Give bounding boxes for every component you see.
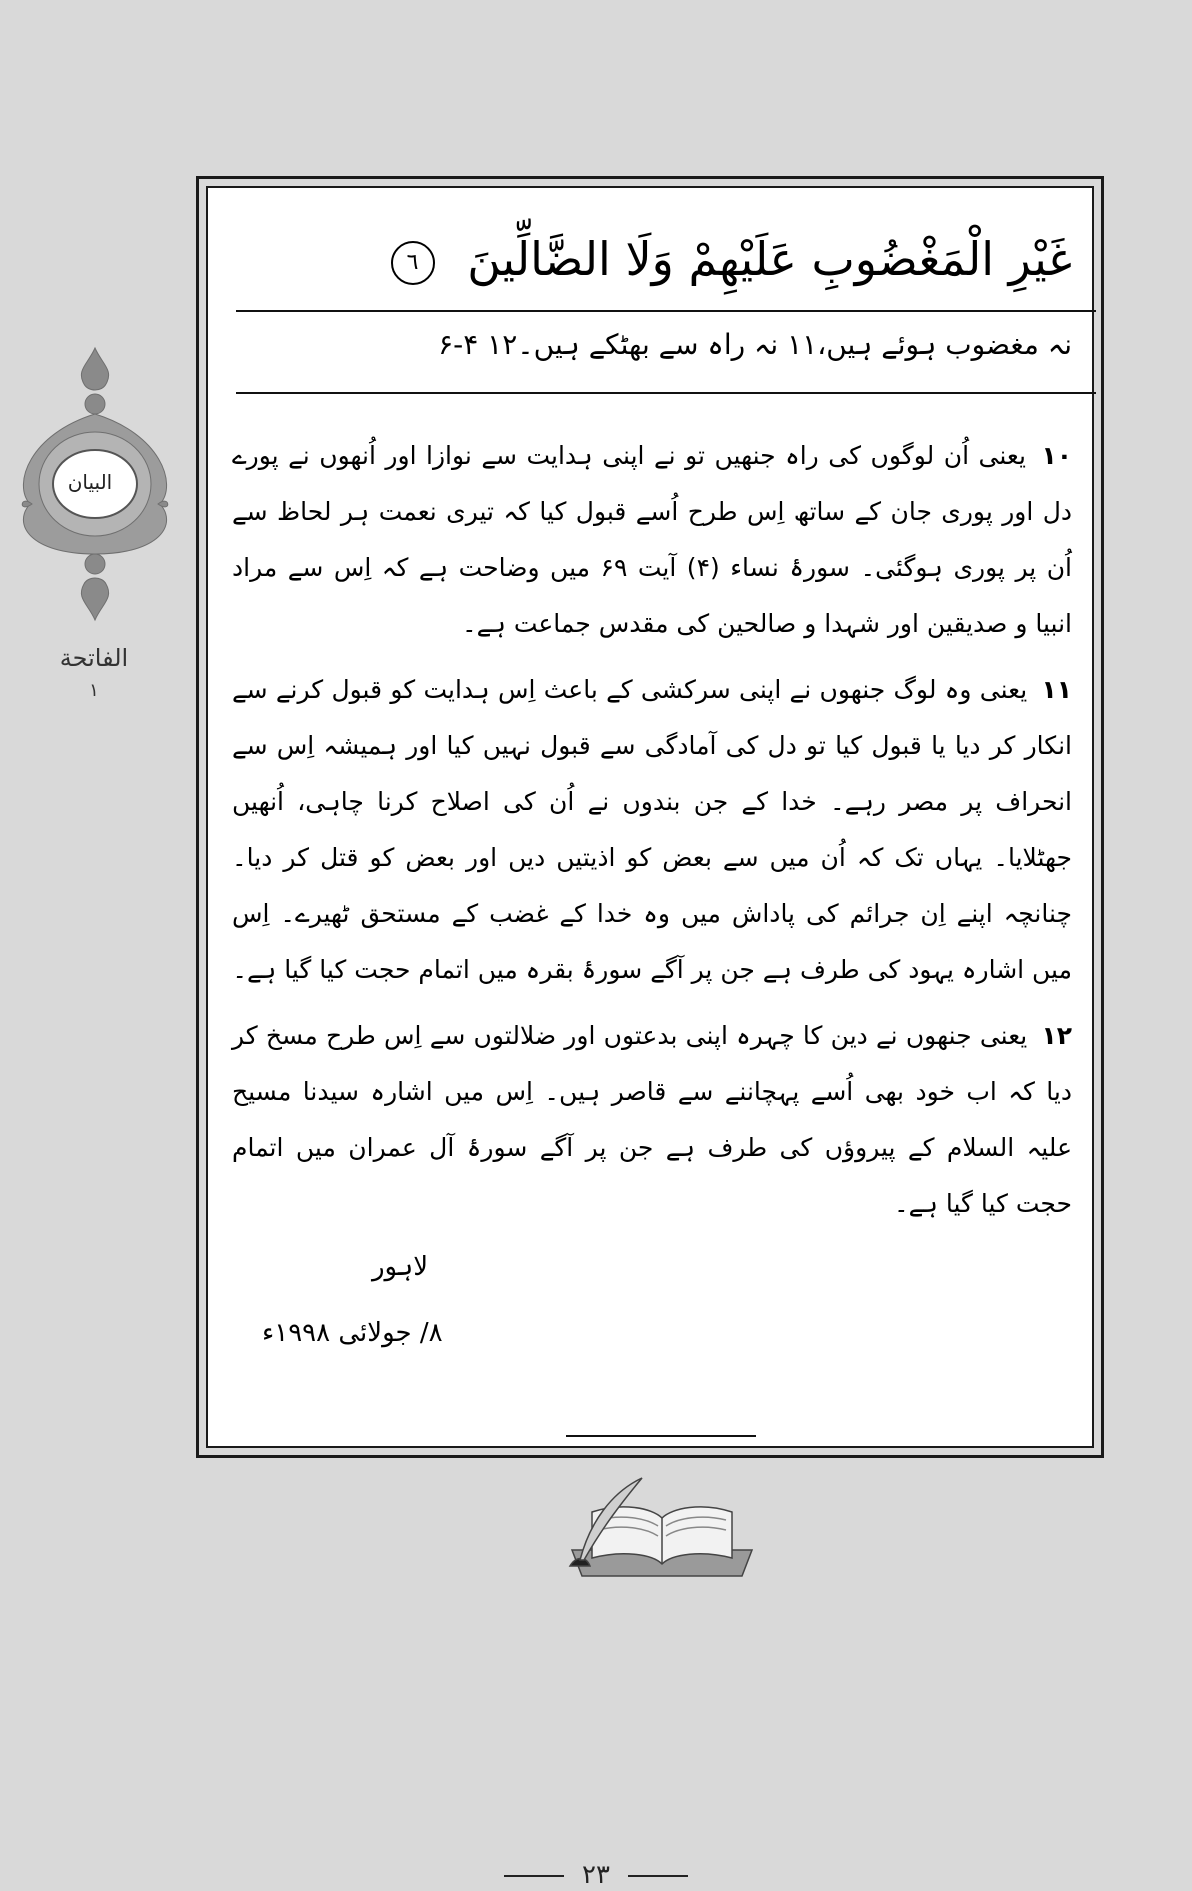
note-text: یعنی اُن لوگوں کی راہ جنھیں تو نے اپنی ہدایت سے نوازا اور اُنھوں نے پورے دل اور پوری جان کے ساتھ اِس طرح اُسے قبول کیا کہ تیری نعمت ہر لحاظ سے اُن پر پوری ہوگئی۔ سورۂ نساء (۴) آیت ۶۹ میں وضاحت ہے کہ اِس سے مراد انبیا و صدیقین اور شہدا و صالحین کی مقدس جماعت ہے۔ (232, 441, 1073, 638)
section-end-rule (566, 1435, 756, 1437)
page-number: ۲۳ (582, 1860, 610, 1890)
translation: نہ مغضوب ہوئے ہیں،۱۱ نہ راہ سے بھٹکے ہیں۔۱۲ ۴-۶ (438, 328, 1072, 361)
open-book-quill-icon (562, 1472, 762, 1592)
note-number: ۱۰ (1041, 441, 1072, 470)
bottom-rule (236, 392, 1096, 394)
note-text: یعنی جنھوں نے دین کا چہرہ اپنی بدعتوں اور ضلالتوں سے اِس طرح مسخ کر دیا کہ اب خود بھی اُسے پہچاننے سے قاصر ہیں۔ اِس میں اشارہ سیدنا مسیح علیہ السلام کے پیروؤں کی طرف ہے جن پر آگے سورۂ آل عمران میں اتمام حجت کیا گیا ہے۔ (232, 1021, 1072, 1218)
surah-name: الفاتحة (59, 644, 129, 672)
note-number: ۱۲ (1041, 1021, 1072, 1050)
top-rule (236, 310, 1096, 312)
note-text: یعنی وہ لوگ جنھوں نے اپنی سرکشی کے باعث اِس ہدایت کو قبول کرنے سے انکار کر دیا یا قبول کیا تو دل کی آمادگی سے قبول نہیں کیا اور ہمیشہ اِس سے انحراف پر مصر رہے۔ خدا کے جن بندوں نے اُن کی اصلاح کرنا چاہی، اُنھیں جھٹلایا۔ یہاں تک کہ اُن میں سے بعض کو اذیتیں دیں اور بعض کو قتل کر دیا۔ چنانچہ اپنے اِن جرائم کی پاداش میں وہ خدا کے غضب کے مستحق ٹھیرے۔ اِس میں اشارہ یہود کی طرف ہے جن پر آگے سورۂ بقرہ میں اتمام حجت کیا گیا ہے۔ (232, 675, 1072, 984)
note-number: ۱۱ (1041, 675, 1072, 704)
page-number-dash-right (628, 1875, 688, 1877)
note-11 (232, 662, 1072, 998)
surah-number: ١ (89, 680, 99, 701)
signature-date: ۸/ جولائی ۱۹۹۸ء (262, 1318, 443, 1348)
emblem-label: البیان (67, 470, 113, 494)
signature-place: لاہور (372, 1252, 429, 1282)
page-number-dash-left (504, 1875, 564, 1877)
note-10 (232, 428, 1072, 652)
note-12 (232, 1008, 1072, 1232)
ayah-number: ٦ (391, 241, 435, 285)
page-number-row (0, 1860, 1192, 1890)
notes (232, 428, 1072, 1242)
ayah-line (232, 215, 1072, 303)
ayah-text: غَيْرِ الْمَغْضُوبِ عَلَيْهِمْ وَلَا الضَّالِّينَ (467, 232, 1072, 286)
